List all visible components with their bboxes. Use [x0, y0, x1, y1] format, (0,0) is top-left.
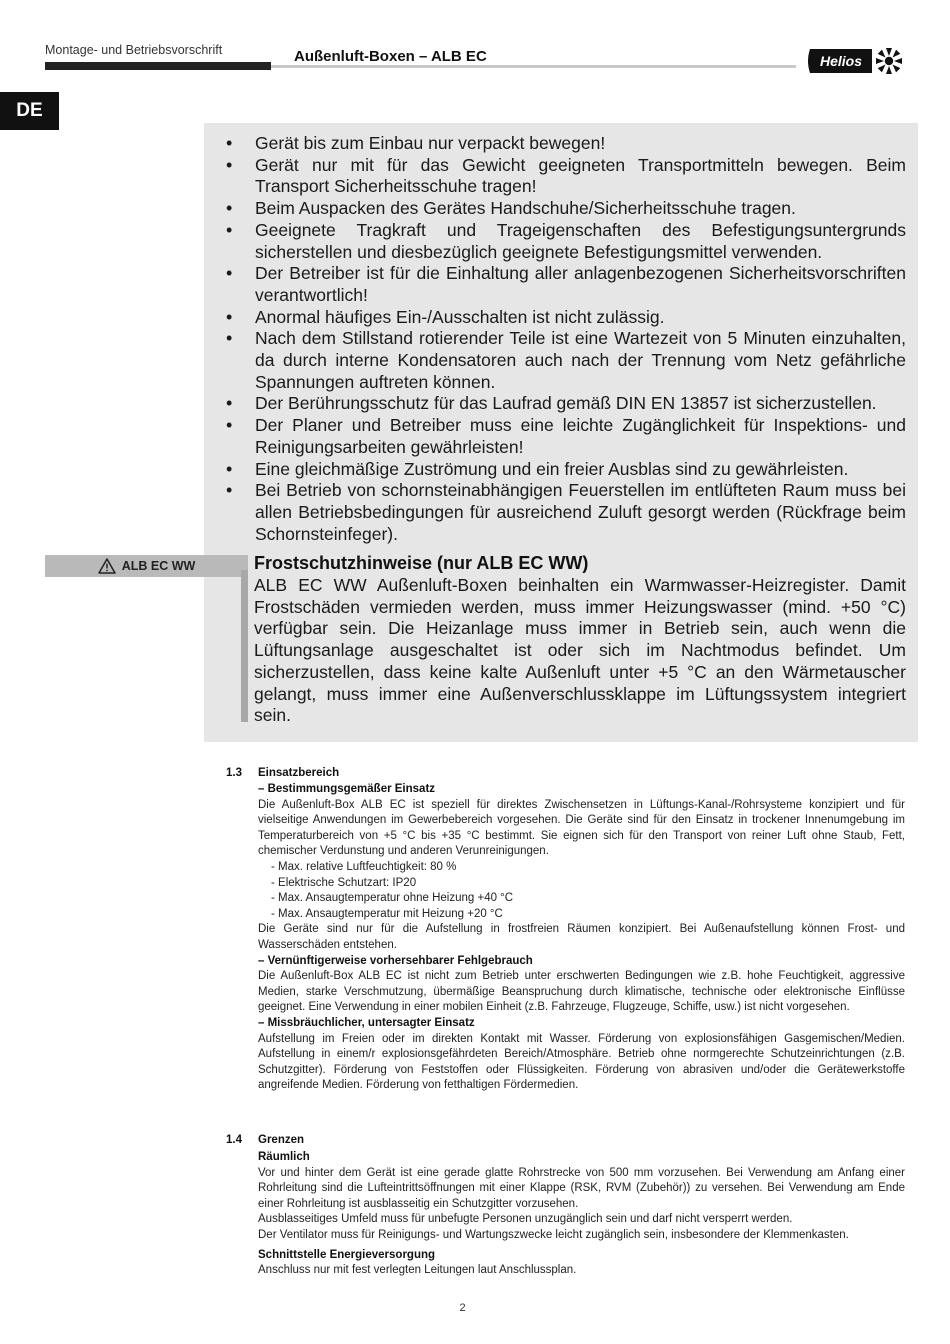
section-1-3-body [258, 782, 905, 1094]
frost-marker-bar [241, 570, 248, 722]
header-rule-dark [45, 62, 271, 70]
section-title: Einsatzbereich [258, 767, 340, 779]
bullet-item: • Eine gleichmäßige Zuströmung und ein freier Ausblas sind zu gewährleisten. [226, 459, 906, 481]
model-side-label [45, 555, 248, 577]
list-item: - Max. Ansaugtemperatur ohne Heizung +40 °C [271, 892, 514, 905]
logo-text: Helios [819, 53, 863, 69]
warning-icon [98, 558, 116, 574]
header-rule-light [271, 65, 796, 68]
subheading: – Bestimmungsgemäßer Einsatz [258, 783, 436, 795]
side-label-text: ALB EC WW [121, 559, 196, 573]
subheading: Räumlich [258, 1151, 310, 1163]
section-1-4-body [258, 1150, 905, 1279]
frost-paragraph: ALB EC WW Außenluft-Boxen beinhalten ein Warmwasser-Heizregister. Damit Frostschäden vermieden werden, muss immer Heizungswasser (mind. +50 °C) verfügbar sein. Die Heizanlage muss immer in Betrieb sein, auch wenn die Lüftungsanlage ausgeschaltet ist oder sich im Nachtmodus befindet. Um sicherzustellen, dass keine kalte Außenluft unter +5 °C an den Wärmetauscher gelangt, muss immer eine Außenverschlussklappe im Lüftungssystem integriert sein. [254, 575, 906, 726]
bullet-item: • Beim Auspacken des Gerätes Handschuhe/Sicherheitsschuhe tragen. [226, 198, 906, 220]
list-item: - Max. relative Luftfeuchtigkeit: 80 % [271, 860, 457, 873]
bullet-item: • Der Betreiber ist für die Einhaltung aller anlagenbezogenen Sicherheitsvorschriften verantwortlich! [226, 263, 906, 306]
paragraph: Die Außenluft-Box ALB EC ist nicht zum Betrieb unter erschwerten Bedingungen wie z.B. hohe Feuchtigkeit, aggressive Medien, starke Verschmutzung, übermäßige Beanspruchung durch klimatische, technische oder elektronische Einflüsse geeignet. Eine Verwendung in einer mobilen Einheit (z.B. Fahrzeuge, Flugzeuge, Schiffe, usw.) ist nicht vorgesehen. [258, 970, 905, 1014]
paragraph: Anschluss nur mit fest verlegten Leitungen laut Anschlussplan. [258, 1264, 577, 1277]
section-title: Grenzen [258, 1134, 305, 1146]
paragraph: Die Außenluft-Box ALB EC ist speziell für direktes Zwischensetzen in Lüftungs-Kanal-/Rohrsysteme konzipiert und für vielseitige Anwendungen im Gewerbebereich vorgesehen. Die Geräte sind für den Einsatz in trockener Innenumgebung im Temperaturbereich von +5 °C bis +35 °C bestimmt. Sie eignen sich für den Transport von reiner Luft ohne Staub, Fett, chemischer Verdunstung und anderen Verunreinigungen. [258, 798, 905, 858]
bullet-item: • Bei Betrieb von schornsteinabhängigen Feuerstellen im entlüfteten Raum muss bei allen Betriebsbedingungen für ausreichend Zuluft gesorgt werden (Rückfrage beim Schornsteinfeger). [226, 480, 906, 545]
paragraph: Vor und hinter dem Gerät ist eine gerade glatte Rohrstrecke von 500 mm vorzusehen. Bei Verwendung am Anfang einer Rohrleitung sind die Lufteintrittsöffnungen mit einer Klappe (RSK, RVM (Zubehör)) zu versehen. Bei Verwendung am Ende einer Rohrleitung ist ausblasseitig ein Schutzgitter vorzusehen. [258, 1166, 905, 1210]
section-number: 1.3 [226, 767, 242, 779]
bullet-item: • Gerät nur mit für das Gewicht geeigneten Transportmitteln bewegen. Beim Transport Sicherheitsschuhe tragen! [226, 155, 906, 198]
bullet-item: • Gerät bis zum Einbau nur verpackt bewegen! [226, 133, 906, 155]
subheading: Schnittstelle Energieversorgung [258, 1248, 436, 1261]
page-number: 2 [459, 1302, 466, 1314]
paragraph: Ausblasseitiges Umfeld muss für unbefugte Personen unzugänglich sein und darf nicht versperrt werden. [258, 1213, 793, 1226]
subheading: – Vernünftigerweise vorhersehbarer Fehlgebrauch [258, 954, 533, 967]
safety-bullet-list [226, 133, 906, 545]
paragraph: Die Geräte sind nur für die Aufstellung in frostfreien Räumen konzipiert. Bei Außenaufstellung können Frost- und Wasserschäden entstehen. [258, 923, 905, 951]
bullet-item: • Nach dem Stillstand rotierender Teile ist eine Wartezeit von 5 Minuten einzuhalten, da durch interne Kondensatoren auch nach der Trennung vom Netz gefährliche Spannungen auftreten können. [226, 328, 906, 393]
bullet-item: • Anormal häufiges Ein-/Ausschalten ist nicht zulässig. [226, 307, 906, 329]
helios-logo [806, 44, 904, 78]
subheading: – Missbräuchlicher, untersagter Einsatz [258, 1016, 475, 1029]
list-item: - Elektrische Schutzart: IP20 [271, 876, 417, 889]
bullet-item: • Geeignete Tragkraft und Trageigenschaften des Befestigungsuntergrunds sicherstellen und diesbezüglich geeignete Befestigungsmittel verwenden. [226, 220, 906, 263]
frost-heading: Frostschutzhinweise (nur ALB EC WW) [254, 553, 589, 573]
language-tab: DE [0, 92, 59, 130]
bullet-item: • Der Planer und Betreiber muss eine leichte Zugänglichkeit für Inspektions- und Reinigungsarbeiten gewährleisten! [226, 415, 906, 458]
product-title: Außenluft-Boxen – ALB EC [294, 48, 487, 65]
bullet-item: • Der Berührungsschutz für das Laufrad gemäß DIN EN 13857 ist sicherzustellen. [226, 393, 906, 415]
paragraph: Aufstellung im Freien oder im direkten Kontakt mit Wasser. Förderung von explosionsfähigen Gasgemischen/Medien. Aufstellung in einem/r explosionsgefährdeten Bereich/Atmosphäre. Betrieb ohne normgerechte Schutzeinrichtungen (z.B. Schutzgitter). Förderung von Feststoffen oder Flüssigkeiten. Förderung von abrasiven und/oder die Gerätewerkstoffe angreifende Medien. Förderung von fetthaltigen Fördermedien. [258, 1032, 905, 1092]
section-number: 1.4 [226, 1134, 242, 1146]
document-type: Montage- und Betriebsvorschrift [45, 43, 223, 57]
paragraph: Der Ventilator muss für Reinigungs- und Wartungszwecke leicht zugänglich sein, insbesondere der Klemmenkasten. [258, 1228, 849, 1241]
list-item: - Max. Ansaugtemperatur mit Heizung +20 °C [271, 907, 503, 920]
